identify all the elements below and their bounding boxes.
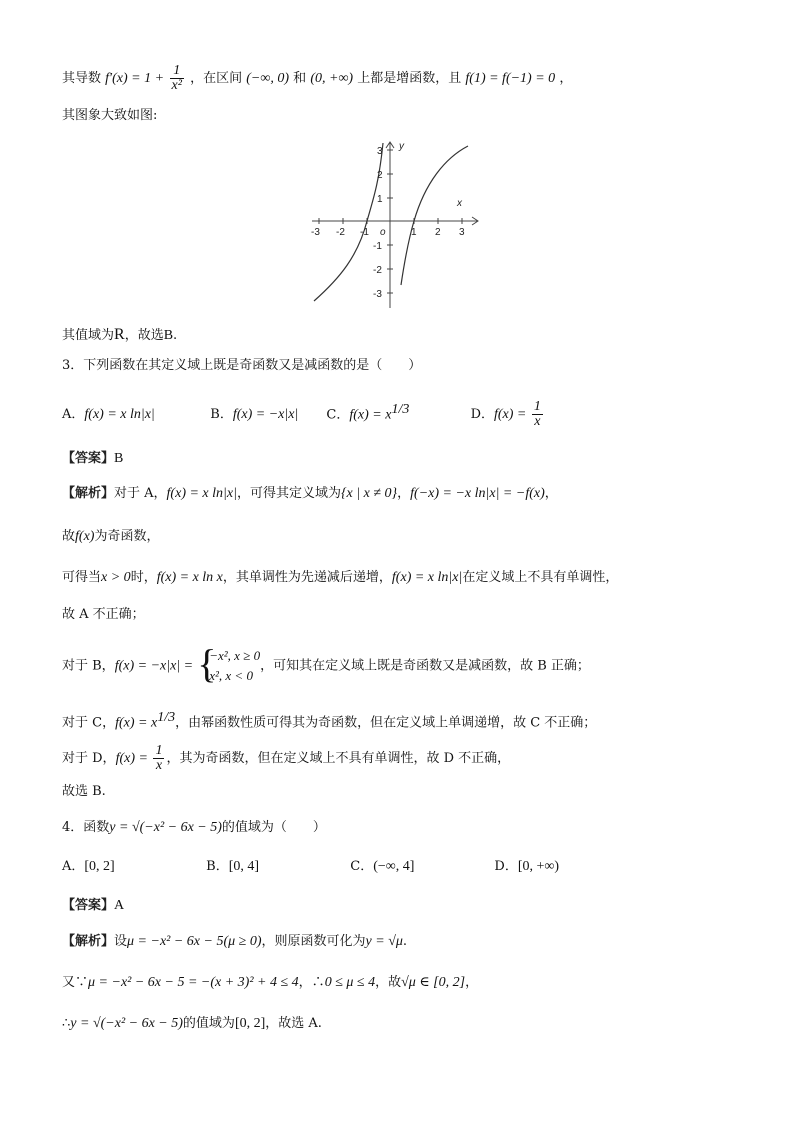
x-axis-label: x [457,198,462,209]
expr: f(x) = x ln x [156,570,223,585]
option-c [350,857,490,877]
y-tick: 3 [377,146,383,157]
expr: f(x) = x ln|x| [166,486,237,501]
question-3-title: 3．下列函数在其定义域上既是奇函数又是减函数的是（ ） [62,358,422,373]
option-d [471,400,545,429]
y-axis-label: y [399,141,404,152]
case-1: −x², x ≥ 0 [209,648,261,663]
x-tick: -1 [360,227,369,238]
option-expr: [0, +∞) [517,859,560,874]
choice: B [163,328,174,343]
expr: f(x) = x ln|x| [391,570,463,585]
option-label: B． [210,407,233,423]
line-range [62,325,177,346]
expr: f(x) = [115,751,152,766]
text: 为奇函数， [94,529,160,544]
text: 其值域为 [62,328,115,343]
text: 和 [293,71,307,86]
frac-den: x [155,758,163,773]
option-expr: f(x) = x [349,407,392,423]
left-branch [314,143,383,301]
option-d [494,857,559,877]
q4-analysis-3 [62,1014,322,1034]
option-label: D． [494,859,518,874]
text: ，可得其定义域为 [236,486,341,501]
expr: [0, 2] [234,1016,266,1031]
y-tick: -3 [373,289,382,300]
text: 又∵ [62,975,89,990]
text: 故 [62,529,76,544]
text: 设 [114,934,128,949]
text: 其导数 [62,71,102,86]
option-label: C． [350,859,374,874]
option-a [62,857,202,877]
text: 可得当 [62,570,102,585]
q3-analysis-1 [62,484,558,504]
right-branch [401,146,468,285]
expr: y = √(−x² − 6x − 5) [70,1016,183,1031]
q3-analysis-8: 故选 B. [62,784,106,799]
question-4-answer [62,896,124,916]
frac-num: 1 [533,399,541,415]
fraction [170,64,184,93]
x-tick: -3 [311,227,320,238]
exponent: 1/3 [391,402,410,417]
answer-value: B [114,451,124,466]
text: 上都是增函数，且 [357,71,462,86]
text: 对于 C， [62,715,116,731]
option-expr: (−∞, 4] [373,859,415,874]
text: ，其为奇函数，但在定义域上不具有单调性，故 D 不正确， [166,751,511,766]
text: ， [544,486,558,501]
expr: 0 ≤ μ ≤ 4 [324,975,376,990]
text: ， [397,486,411,501]
q3-analysis-2 [62,527,159,547]
x-tick: 1 [411,227,417,238]
frac-den: x [534,414,541,430]
option-label: A． [62,407,85,423]
answer-tag: 【答案】 [62,898,115,913]
y-tick: 1 [377,194,383,205]
frac-num: 1 [155,743,163,758]
expr: y = √(−x² − 6x − 5) [109,820,222,835]
text: ，则原函数可化为 [261,934,366,949]
text: 对于 D， [62,751,116,766]
answer-tag: 【答案】 [62,451,115,466]
analysis-tag: 【解析】 [62,934,115,949]
text: ， [559,71,573,86]
text: . [402,934,408,949]
text: ∴ [62,1016,71,1031]
expr: √μ ∈ [0, 2] [401,975,466,990]
fraction [532,400,543,429]
real-set: R [114,326,125,343]
q3-analysis-3 [62,568,618,588]
case-2: x², x < 0 [209,668,253,683]
q3-analysis-4: 故 A 不正确； [62,607,145,622]
text: ，∴ [298,975,325,990]
q3-analysis-5 [62,641,590,686]
text: ，故 [375,975,402,990]
option-expr: f(x) = x ln|x| [84,407,155,423]
text: ，可知其在定义域上既是奇函数又是减函数，故 B 正确； [260,658,590,674]
question-4-options [62,857,559,877]
y-tick: -2 [373,265,382,276]
answer-value: A [114,898,125,913]
x-tick: 3 [459,227,465,238]
q4-analysis-2 [62,973,478,993]
text: 的值域为（ ） [221,820,326,835]
text: . [173,328,178,343]
option-b [206,857,346,877]
analysis-tag: 【解析】 [62,486,115,501]
expr: μ = −x² − 6x − 5(μ ≥ 0) [127,934,262,949]
text: ，在区间 [190,71,243,86]
option-expr: [0, 4] [228,859,260,874]
exponent: 1/3 [157,710,176,725]
option-a [62,405,155,425]
expr: f(x) [75,529,95,544]
expr: f(x) = −x|x| = [114,658,194,674]
text: ，故选 A. [265,1016,322,1031]
expr: y = √μ [365,934,403,949]
q3-analysis-6 [62,708,596,733]
function-graph [310,138,485,313]
text: ， [465,975,479,990]
line-graph-intro: 其图象大致如图: [62,108,158,123]
option-expr: [0, 2] [84,859,115,874]
expr: μ = −x² − 6x − 5 = −(x + 3)² + 4 ≤ 4 [88,975,299,990]
text: ，故选 [124,328,164,343]
question-4-title [62,818,326,838]
x-tick: 2 [435,227,441,238]
option-c [326,400,466,425]
text: 时， [130,570,157,585]
option-label: A． [62,859,85,874]
derivative-expr: f′(x) = 1 + [105,71,168,86]
y-tick: 2 [377,170,383,181]
y-tick: -1 [373,241,382,252]
function-values: f(1) = f(−1) = 0 [465,71,556,86]
interval-2: (0, +∞) [310,71,354,86]
frac-den: x² [171,78,182,93]
text: 对于 B， [62,658,115,674]
expr: f(x) = x [115,715,158,731]
fraction [153,744,164,773]
question-3-options [62,400,545,429]
origin-label: o [380,227,386,238]
line-derivative [62,64,572,93]
piecewise [197,641,261,686]
option-expr: f(x) = [494,407,530,423]
option-b [210,405,322,425]
option-label: C． [326,407,350,423]
option-label: D． [470,407,494,423]
frac-num: 1 [170,64,184,79]
expr: {x | x ≠ 0} [340,486,398,501]
option-label: B． [206,859,229,874]
x-tick: -2 [336,227,345,238]
q4-analysis-1 [62,932,407,952]
text: 在定义域上不具有单调性， [462,570,619,585]
text: ，由幂函数性质可得其为奇函数，但在定义域上单调递增，故 C 不正确； [175,715,597,731]
expr: f(−x) = −x ln|x| = −f(x) [410,486,545,501]
option-expr: f(x) = −x|x| [232,407,299,423]
interval-1: (−∞, 0) [246,71,290,86]
expr: x > 0 [101,570,131,585]
text: 对于 A， [114,486,167,501]
brace: { [197,641,217,686]
question-3-answer [62,449,123,469]
text: 4．函数 [62,820,110,835]
q3-analysis-7 [62,744,510,773]
text: ，其单调性为先递减后递增， [222,570,392,585]
text: 的值域为 [182,1016,235,1031]
